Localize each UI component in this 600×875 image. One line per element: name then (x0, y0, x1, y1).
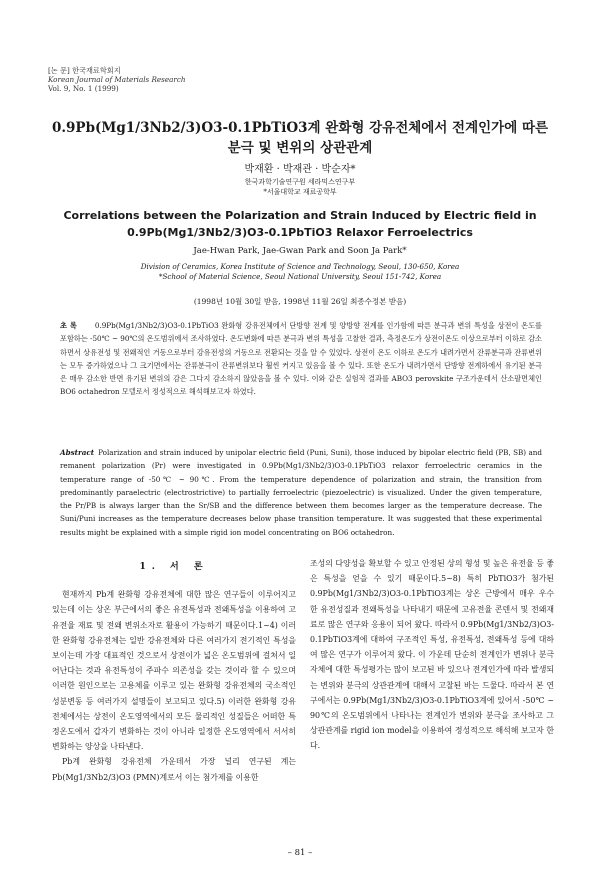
affiliation-korean (40, 177, 560, 197)
affiliation-english (40, 262, 560, 282)
authors-korean: 박재환 · 박재관 · 박순자* (244, 164, 356, 175)
abstract-english (60, 446, 542, 539)
abstract-english-label: Abstract (60, 448, 95, 457)
journal-name: Korean Journal of Materials Research (48, 75, 186, 84)
title-korean-line2: 분극 및 변위의 상관관계 (227, 140, 373, 156)
journal-volume: Vol. 9, No. 1 (1999) (48, 84, 119, 93)
title-korean-line1: 0.9Pb(Mg1/3Nb2/3)O3-0.1PbTiO3계 완화형 강유전체에서 전계인가에 따른 (51, 120, 549, 136)
title-english-line1: Correlations between the Polarization and Strain Induced by Electric field in (63, 209, 537, 222)
abstract-korean-text: 0.9Pb(Mg1/3Nb2/3)O3-0.1PbTiO3 완화형 강유전체에서 단방향 전계 및 양방향 전계를 인가함에 따른 분극과 변위 특성을 상전이 온도를 포함하는 -50℃ ~ 90℃의 온도범위에서 조사하였다. 온도변화에 따른 분극과 변위 특성을 고찰한 결과, 측정온도가 상전이온도 이상으로부터 이하로 감소하면서 상유전성 및 전왜적인 거동으로부터 강유전성의 거동으로 전환되는 것을 알 수 있었다. 상전이 온도 이하로 온도가 내려가면서 잔류분극과 잔류변위는 모두 증가하였으나 그 크기면에서는 잔류분극이 잔류변위보다 훨씬 커지고 있음을 볼 수 있다. 또한 온도가 내려가면서 단방향 전계하에서 유기된 분극은 매우 감소한 반면 유기된 변위의 감은 그다지 감소하지 않았음을 볼 수 있다. 이와 같은 실험적 결과를 ABO3 perovskite 구조가운데서 산소팔면체인 BO6 octahedron 모델로서 정성적으로 해석해보고자 하였다. (60, 321, 542, 397)
authors-english: Jae-Hwan Park, Jae-Gwan Park and Soon Ja Park* (193, 246, 407, 256)
abstract-korean-label: 초 록 (60, 321, 77, 330)
abstract-english-text: Polarization and strain induced by unipolar electric field (Puni, Suni), those induced by bipolar electric field (PB, SB) and remanent polarization (Pr) were investigated in 0.9Pb(Mg1/3Nb2/3)O3-0.1PbTiO3 relaxor ferroelectric ceramics in the temperature range of -50℃ ~ 90℃. From the temperature dependence of polarization and strain, the transition from predominantly paraelectric (electrostrictive) to partially ferroelectric (piezoelectric) is visualized. Under the given temperature, the Pr/PB is always larger than the Sr/SB and the difference between them becomes larger as the temperature decrease. The Suni/Puni increases as the temperature decreases below phase transition temperature. It was suggested that these experimental results might be explained with a simple rigid ion model concentrating on BO6 octahedron. (60, 448, 542, 537)
page-number: – 81 – (287, 848, 313, 858)
journal-header (48, 66, 186, 93)
body-column-left (52, 556, 296, 785)
received-dates: (1998년 10월 30일 받음, 1998년 11월 26일 최종수정본 받음) (193, 297, 407, 306)
title-english (40, 207, 560, 241)
body-paragraph: Pb계 완화형 강유전체 가운데서 가장 널리 연구된 계는 Pb(Mg1/3Nb2/3)O3 (PMN)계로서 이는 첨가제를 이용한 (52, 757, 296, 782)
title-english-line2: 0.9Pb(Mg1/3Nb2/3)O3-0.1PbTiO3 Relaxor Ferroelectrics (127, 226, 473, 239)
title-korean (40, 118, 560, 158)
journal-tag: [논 문] 한국재료학회지 (48, 66, 121, 75)
affiliation-english-2: *School of Material Science, Seoul National University, Seoul 151-742, Korea (158, 272, 442, 281)
body-column-right (310, 556, 554, 754)
affiliation-korean-2: *서울대학교 재료공학부 (263, 188, 337, 196)
affiliation-english-1: Division of Ceramics, Korea Institute of Science and Technology, Seoul, 130-650, Korea (140, 262, 460, 271)
section-title-introduction: 1. 서 론 (139, 562, 209, 572)
abstract-korean (60, 319, 542, 399)
affiliation-korean-1: 한국과학기술연구원 세라믹스연구부 (244, 178, 356, 186)
body-paragraph: 조성의 다양성을 확보할 수 있고 안정된 상의 형성 및 높은 유전율 등 좋은 특성을 얻을 수 있기 때문이다.5~8) 특히 PbTiO3가 첨가된 0.9Pb(Mg1/3Nb2/3)O3-0.1PbTiO3계는 상온 근방에서 매우 우수한 유전성질과 전왜특성을 나타내기 때문에 고유전율 콘덴서 및 전왜재료로 많은 연구와 응용이 되어 왔다. 따라서 0.9Pb(Mg1/3Nb2/3)O3-0.1PbTiO3계에 대하여 구조적인 특성, 유전특성, 전왜특성 등에 대하여 많은 연구가 이루어져 왔다. 이 가운데 단순히 전계인가 변위나 분극 자체에 대한 특성평가는 많이 보고된 바 있으나 전계인가에 따라 발생되는 변위와 분극의 상관관계에 대해서 고찰된 바는 드물다. 따라서 본 연구에서는 0.9Pb(Mg1/3Nb2/3)O3-0.1PbTiO3계에 있어서 -50℃ ~ 90℃의 온도범위에서 나타나는 전계인가 변위와 분극을 조사하고 그 상관관계를 rigid ion model을 이용하여 정성적으로 해석해 보고자 한다. (310, 559, 554, 751)
body-paragraph: 현재까지 Pb계 완화형 강유전체에 대한 많은 연구들이 이루어지고 있는데 이는 상온 부근에서의 좋은 유전특성과 전왜특성을 이용하여 고유전율 재료 및 전왜 변위소자로 활용이 가능하기 때문이다.1~4) 이러한 완화형 강유전체는 일반 강유전체와 다른 여러가지 전기적인 특성을 보이는데 가장 대표적인 것으로서 상전이가 넓은 온도범위에 걸쳐서 일어난다는 것과 유전특성이 주파수 의존성을 갖는 것이라 할 수 있으며 이러한 원인으로는 고용체를 이루고 있는 완화형 강유전체의 국소적인 성분변동 등 여러가지 설명들이 보고되고 있다.5) 이러한 완화형 강유전체에서는 상전이 온도영역에서의 모든 물리적인 성질들은 어떠한 특정온도에서 갑자기 변화하는 것이 아니라 일정한 온도영역에서 서서히 변화하는 양상을 나타낸다. (52, 590, 296, 752)
